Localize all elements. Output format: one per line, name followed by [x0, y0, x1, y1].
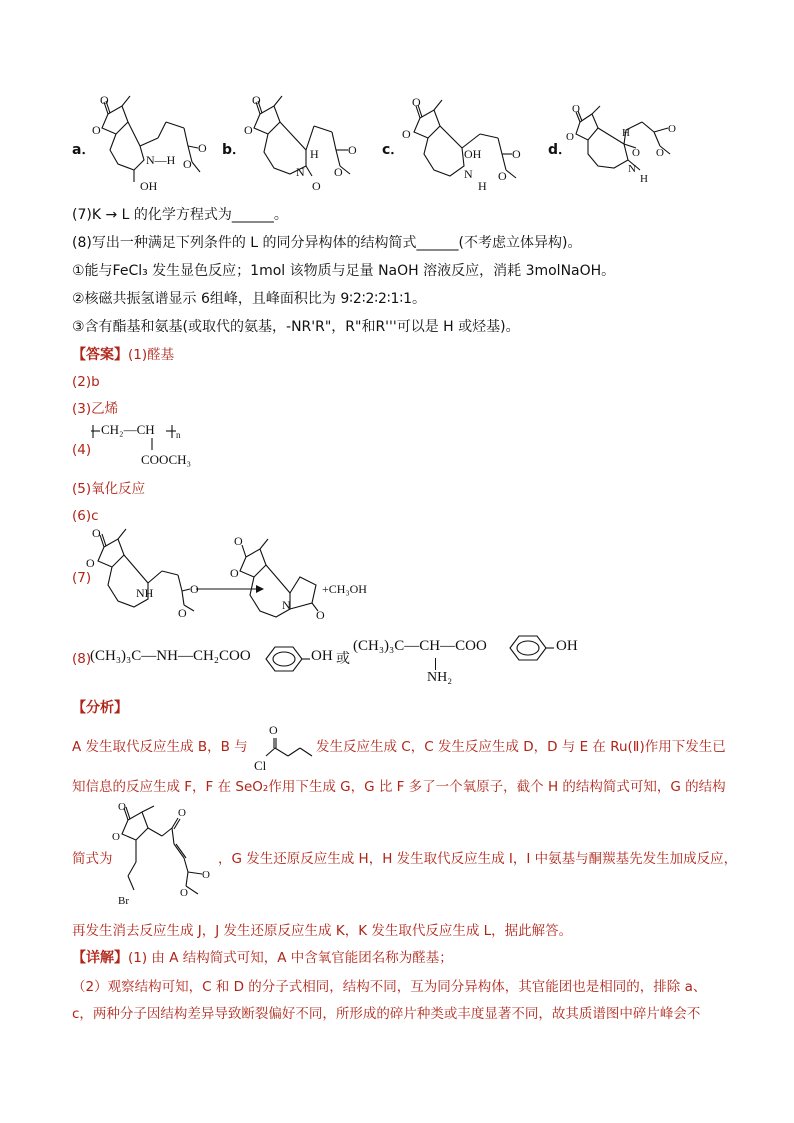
- detail-3: c，两种分子因结构差异导致断裂偏好不同，所形成的碎片种类或丰度显著不同，故其质谱图中碎片峰会不: [72, 1006, 701, 1022]
- atom-n: N: [628, 163, 636, 175]
- polymer-backbone: CH₂—CH: [101, 422, 155, 437]
- atom-o: O: [244, 123, 253, 137]
- answer-8-oh-1: OH: [311, 648, 333, 664]
- atom-h: H: [478, 179, 487, 193]
- atom-o: O: [86, 556, 95, 570]
- atom-h: H: [640, 173, 648, 185]
- atom-o: O: [334, 165, 343, 179]
- condition-1: ①能与FeCl₃ 发生显色反应；1mol 该物质与足量 NaOH 溶液反应，消耗 3molNaOH。: [72, 263, 616, 279]
- atom-o: O: [100, 93, 109, 107]
- atom-o: O: [312, 179, 321, 193]
- answer-8-label: (8): [72, 651, 92, 667]
- atom-o: O: [632, 147, 640, 159]
- atom-o: O: [178, 606, 187, 620]
- answer-7-reaction: [86, 525, 386, 630]
- answer-3: (3)乙烯: [72, 401, 119, 417]
- question-7: (7)K → L 的化学方程式为______。: [72, 207, 288, 223]
- answer-8-formula-1: (CH₃)₃C—NH—CH₂COO: [90, 648, 251, 664]
- answer-8-nh2: NH₂: [427, 670, 453, 685]
- condition-3: ③含有酯基和氨基(或取代的氨基，-NR'R"，R"和R'''可以是 H 或烃基)。: [72, 319, 520, 335]
- atom-o: O: [348, 143, 357, 157]
- answer-6: (6)c: [72, 508, 99, 524]
- atom-o: O: [202, 869, 210, 881]
- question-8: (8)写出一种满足下列条件的 L 的同分异构体的结构简式______(不考虑立体异构)。: [72, 235, 582, 251]
- atom-n: N: [464, 167, 473, 181]
- detail-header: 【详解】: [72, 950, 128, 966]
- atom-h: H: [622, 127, 630, 139]
- atom-n: N: [296, 165, 305, 179]
- acyl-chloride-structure: [254, 720, 316, 776]
- atom-o: O: [183, 157, 192, 171]
- atom-o: O: [234, 534, 243, 548]
- atom-o: O: [178, 807, 186, 819]
- atom-o: O: [668, 123, 676, 135]
- option-b-label: b．: [222, 142, 247, 158]
- atom-oh: OH: [140, 179, 158, 193]
- atom-o: O: [252, 93, 261, 107]
- atom-o: O: [498, 169, 507, 183]
- atom-h: H: [310, 147, 319, 161]
- answer-header: 【答案】: [72, 347, 128, 363]
- answer-7-label: (7): [72, 570, 92, 586]
- option-c-label: c．: [382, 142, 405, 158]
- atom-o: O: [92, 526, 101, 540]
- structure-c: [398, 92, 548, 202]
- nh2-bond: [435, 658, 436, 670]
- atom-nh: NH: [136, 586, 154, 600]
- detail-2: （2）观察结构可知，C 和 D 的分子式相同，结构不同，互为同分异构体，其官能团也是相同的，排除 a、: [72, 979, 707, 995]
- atom-nh: N—H: [146, 153, 176, 167]
- atom-o: O: [316, 608, 325, 622]
- answer-4-polymer: [88, 422, 208, 472]
- atom-o: O: [112, 831, 120, 843]
- compound-g-structure: [108, 800, 220, 912]
- analysis-p1a: A 发生取代反应生成 B，B 与: [72, 739, 248, 755]
- benzene-ring-2: [506, 634, 556, 662]
- answer-8-oh-2: OH: [556, 638, 578, 654]
- structure-b: [240, 92, 380, 202]
- analysis-p1b: 发生反应生成 C，C 发生反应生成 D，D 与 E 在 Ru(Ⅱ)作用下发生已: [316, 739, 726, 755]
- detail-1: (1) 由 A 结构简式可知，A 中含氧官能团名称为醛基；: [128, 950, 453, 966]
- atom-o: O: [566, 131, 574, 143]
- atom-o: O: [230, 566, 239, 580]
- atom-o: O: [402, 127, 411, 141]
- atom-o: O: [572, 103, 580, 115]
- atom-o: O: [92, 123, 101, 137]
- atom-o: O: [512, 147, 521, 161]
- analysis-p4: 再发生消去反应生成 J，J 发生还原反应生成 K，K 发生取代反应生成 L，据此解答。: [72, 923, 573, 939]
- atom-oh: OH: [464, 147, 482, 161]
- answer-1: (1)醛基: [128, 347, 175, 363]
- atom-n: N: [282, 598, 291, 612]
- answer-4-label: (4): [72, 442, 92, 458]
- atom-br: Br: [118, 895, 129, 907]
- option-d-label: d．: [548, 142, 573, 158]
- analysis-p2: 知信息的反应生成 F，F 在 SeO₂作用下生成 G，G 比 F 多了一个氧原子，截个 H 的结构简式可知，G 的结构: [72, 779, 726, 795]
- structure-d: [562, 100, 712, 190]
- atom-o: O: [656, 147, 664, 159]
- option-a-label: a．: [72, 142, 96, 158]
- structure-a: [88, 92, 228, 202]
- atom-o: O: [412, 95, 421, 109]
- atom-o: O: [180, 887, 188, 899]
- atom-o: O: [190, 582, 199, 596]
- analysis-p3a: 简式为: [72, 851, 113, 867]
- byproduct-methanol: +CH₃OH: [322, 582, 367, 596]
- detail-line-1: [72, 947, 453, 968]
- atom-o: O: [198, 141, 207, 155]
- answer-8-formula-2: (CH₃)₃C—CH—COO: [353, 638, 487, 654]
- atom-cl: Cl: [254, 758, 267, 773]
- polymer-n: n: [176, 430, 181, 440]
- polymer-ester: COOCH₃: [141, 452, 192, 467]
- answer-2: (2)b: [72, 374, 100, 390]
- analysis-p3b: ，G 发生还原反应生成 H，H 发生取代反应生成 I，I 中氨基与酮羰基先发生加成反应，: [218, 851, 738, 867]
- benzene-ring-1: [262, 645, 312, 673]
- atom-o: O: [269, 723, 278, 737]
- answer-line-1: [72, 344, 174, 365]
- condition-2: ②核磁共振氢谱显示 6组峰，且峰面积比为 9∶2∶2∶2∶1∶1。: [72, 291, 427, 307]
- analysis-header: 【分析】: [72, 700, 128, 716]
- atom-o: O: [118, 801, 126, 813]
- answer-8-or: 或: [336, 651, 350, 667]
- answer-5: (5)氧化反应: [72, 481, 146, 497]
